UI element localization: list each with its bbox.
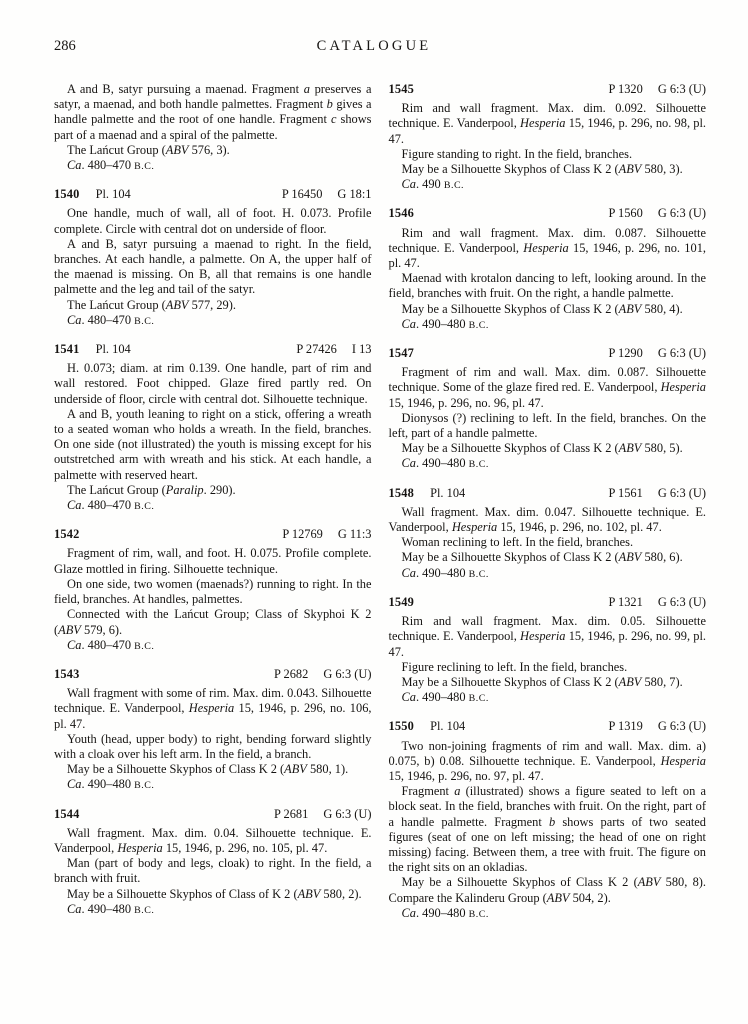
entry-number: 1546 bbox=[388, 206, 415, 221]
entry-plate-reference: Pl. 104 bbox=[430, 485, 466, 500]
entry-paragraph: Ca. 490–480 B.C. bbox=[401, 456, 489, 471]
entry-paragraph: Two non-joining fragments of rim and wall. Max. dim. a) 0.075, b) 0.08. Silhouette technique. E. Vanderpool, Hesperia 15, 1946, p. 296, no. 97, pl. 47. bbox=[388, 738, 706, 783]
entry-header-right bbox=[609, 82, 707, 97]
entry-paragraph: Rim and wall fragment. Max. dim. 0.087. Silhouette technique. E. Vanderpool, Hesperia 15, 1946, p. 296, no. 101, pl. 47. bbox=[388, 225, 706, 271]
entry-paragraph: Rim and wall fragment. Max. dim. 0.092. Silhouette technique. E. Vanderpool, Hesperia 15, 1946, p. 296, no. 98, pl. 47. bbox=[388, 101, 706, 146]
entry-plate-reference: Pl. 104 bbox=[430, 719, 466, 734]
entry-header-right bbox=[282, 187, 372, 202]
entry-grid-reference: G 18:1 bbox=[337, 187, 372, 202]
entry-inventory-number: P 27426 bbox=[296, 342, 337, 357]
entry-number: 1548 bbox=[388, 485, 415, 500]
text-columns bbox=[0, 82, 748, 922]
entry-header-left bbox=[54, 807, 80, 822]
entry-number: 1549 bbox=[388, 594, 415, 609]
entry-header-right bbox=[282, 527, 371, 542]
catalogue-entry bbox=[54, 807, 372, 918]
entry-header-left bbox=[54, 342, 131, 357]
entry-grid-reference: G 6:3 (U) bbox=[657, 719, 706, 734]
bc-smallcaps: B.C. bbox=[134, 640, 155, 652]
entry-paragraph: Ca. 480–470 B.C. bbox=[67, 158, 155, 173]
entry-header bbox=[389, 346, 707, 361]
entry-grid-reference: G 11:3 bbox=[337, 527, 372, 542]
entry-inventory-number: P 1320 bbox=[608, 82, 643, 96]
entry-number: 1542 bbox=[54, 527, 80, 542]
entry-paragraph: Ca. 480–470 B.C. bbox=[67, 498, 155, 513]
entry-paragraph: H. 0.073; diam. at rim 0.139. One handle, part of rim and wall restored. Foot chipped. Glaze fired partly red. On underside of floor, circle with central dot. Silhouette technique. bbox=[54, 361, 372, 406]
entry-paragraph: May be a Silhouette Skyphos of Class K 2 (ABV 580, 5). bbox=[401, 441, 683, 456]
entry-paragraph: Wall fragment. Max. dim. 0.047. Silhouette technique. E. Vanderpool, Hesperia 15, 1946, p. 296, no. 102, pl. 47. bbox=[388, 504, 706, 535]
entry-header-right bbox=[609, 206, 707, 221]
bc-smallcaps: B.C. bbox=[468, 693, 489, 705]
entry-paragraph: Woman reclining to left. In the field, branches. bbox=[401, 535, 634, 550]
entry-inventory-number: P 2681 bbox=[274, 806, 309, 821]
bc-smallcaps: B.C. bbox=[134, 904, 155, 916]
entry-header bbox=[54, 807, 372, 822]
entry-paragraph: Wall fragment. Max. dim. 0.04. Silhouette technique. E. Vanderpool, Hesperia 15, 1946, p. 296, no. 105, pl. 47. bbox=[54, 825, 372, 855]
catalogue-entry bbox=[54, 187, 372, 329]
entry-number: 1547 bbox=[388, 346, 415, 361]
entry-paragraph: May be a Silhouette Skyphos of Class K 2 (ABV 580, 1). bbox=[67, 762, 349, 777]
page-number: 286 bbox=[54, 38, 76, 54]
entry-header bbox=[389, 206, 707, 221]
catalogue-entry bbox=[389, 206, 707, 333]
page-title: CATALOGUE bbox=[316, 38, 432, 54]
catalogue-entry bbox=[389, 595, 707, 706]
entry-paragraph: Fragment of rim and wall. Max. dim. 0.087. Silhouette technique. Some of the glaze fired red. E. Vanderpool, Hesperia 15, 1946, p. 296, no. 96, pl. 47. bbox=[388, 365, 706, 410]
entry-header-left bbox=[389, 595, 415, 610]
entry-paragraph: Wall fragment with some of rim. Max. dim. 0.043. Silhouette technique. E. Vanderpool, Hesperia 15, 1946, p. 296, no. 106, pl. 47. bbox=[54, 686, 372, 731]
entry-inventory-number: P 1561 bbox=[608, 485, 643, 500]
entry-header-left bbox=[54, 667, 80, 682]
left-column bbox=[54, 82, 372, 922]
entry-grid-reference: G 6:3 (U) bbox=[657, 594, 706, 609]
entry-paragraph: The Lańcut Group (Paralip. 290). bbox=[67, 482, 236, 497]
entry-paragraph: Ca. 480–470 B.C. bbox=[67, 637, 155, 652]
bc-smallcaps: B.C. bbox=[134, 161, 155, 173]
entry-header bbox=[54, 342, 372, 357]
entry-paragraph: May be a Silhouette Skyphos of Class K 2 (ABV 580, 3). bbox=[401, 162, 683, 177]
entry-paragraph: May be a Silhouette Skyphos of Class K 2 (ABV 580, 6). bbox=[401, 550, 683, 565]
entry-paragraph: Ca. 490–480 B.C. bbox=[67, 901, 155, 916]
entry-inventory-number: P 12769 bbox=[282, 527, 323, 542]
entry-header-left bbox=[389, 486, 466, 501]
entry-header bbox=[54, 187, 372, 202]
catalogue-entry bbox=[54, 342, 372, 514]
right-column bbox=[389, 82, 707, 922]
entry-paragraph: A and B, satyr pursuing a maenad to right. In the field, branches. At each handle, a palmette. On A, the upper half of the maenad is missing. On B, all that remains is one handle palmette and the leg and tail of the satyr. bbox=[54, 236, 372, 297]
entry-paragraph: Figure reclining to left. In the field, branches. bbox=[401, 659, 628, 674]
entry-inventory-number: P 1290 bbox=[608, 346, 643, 361]
bc-smallcaps: B.C. bbox=[134, 315, 155, 327]
entry-paragraph: Youth (head, upper body) to right, bending forward slightly with a cloak over his left arm. In the field, a branch. bbox=[54, 731, 372, 761]
entry-paragraph: A and B, satyr pursuing a maenad. Fragment a preserves a satyr, a maenad, and both handle palmettes. Fragment b gives a handle palmette and the root of one handle. Fragment c shows part of a maenad and a spiral of the palmette. bbox=[54, 82, 372, 142]
entry-paragraph: A and B, youth leaning to right on a stick, offering a wreath to a seated woman who holds a wreath. In the field, branches. On one side (not illustrated) the youth is missing except for his outstretched arm with wreath and his stick. At each handle, a palmette with reserved heart. bbox=[54, 406, 372, 482]
entry-paragraph: The Lańcut Group (ABV 577, 29). bbox=[67, 297, 236, 312]
entry-paragraph: May be a Silhouette Skyphos of Class K 2 (ABV 580, 4). bbox=[401, 301, 683, 316]
entry-number: 1541 bbox=[54, 342, 80, 357]
entry-plate-reference: Pl. 104 bbox=[95, 187, 131, 202]
entry-header-right bbox=[609, 595, 707, 610]
entry-grid-reference: G 6:3 (U) bbox=[657, 206, 706, 221]
entry-grid-reference: G 6:3 (U) bbox=[323, 666, 372, 681]
entry-header bbox=[389, 82, 707, 97]
entry-grid-reference: G 6:3 (U) bbox=[323, 806, 372, 821]
entry-header-right bbox=[274, 807, 372, 822]
entry-inventory-number: P 1560 bbox=[608, 206, 643, 221]
entry-paragraph: On one side, two women (maenads?) running to right. In the field, branches. At handles, palmettes. bbox=[54, 576, 372, 607]
entry-header-left bbox=[54, 187, 131, 202]
entry-number: 1545 bbox=[388, 82, 415, 96]
entry-paragraph: Ca. 490 B.C. bbox=[401, 177, 465, 192]
entry-paragraph: One handle, much of wall, all of foot. H. 0.073. Profile complete. Circle with central dot on underside of floor. bbox=[54, 206, 372, 236]
entry-header bbox=[54, 667, 372, 682]
entry-paragraph: Rim and wall fragment. Max. dim. 0.05. Silhouette technique. E. Vanderpool, Hesperia 15, 1946, p. 296, no. 99, pl. 47. bbox=[388, 614, 706, 659]
bc-smallcaps: B.C. bbox=[468, 459, 489, 471]
bc-smallcaps: B.C. bbox=[443, 180, 465, 192]
entry-header-left bbox=[389, 719, 466, 734]
entry-paragraph: Ca. 490–480 B.C. bbox=[401, 316, 489, 331]
entry-paragraph: Fragment of rim, wall, and foot. H. 0.075. Profile complete. Glaze mottled in firing. Silhouette technique. bbox=[54, 546, 372, 576]
entry-paragraph: The Lańcut Group (ABV 576, 3). bbox=[67, 142, 230, 157]
bc-smallcaps: B.C. bbox=[468, 908, 489, 920]
entry-header bbox=[389, 486, 707, 501]
catalogue-entry-continuation bbox=[54, 82, 372, 174]
entry-number: 1544 bbox=[54, 806, 80, 821]
entry-paragraph: Connected with the Lańcut Group; Class of Skyphoi K 2 (ABV 579, 6). bbox=[54, 607, 372, 637]
entry-header-left bbox=[389, 82, 415, 97]
bc-smallcaps: B.C. bbox=[134, 501, 155, 513]
entry-grid-reference: G 6:3 (U) bbox=[657, 82, 706, 96]
entry-inventory-number: P 1321 bbox=[608, 594, 643, 609]
entry-inventory-number: P 16450 bbox=[281, 187, 323, 202]
entry-header-right bbox=[609, 346, 707, 361]
catalogue-entry bbox=[389, 486, 707, 582]
catalogue-entry bbox=[54, 667, 372, 794]
entry-paragraph: Dionysos (?) reclining to left. In the field, branches. On the left, part of a handle palmette. bbox=[388, 410, 706, 441]
entry-inventory-number: P 1319 bbox=[608, 719, 643, 734]
catalogue-entry bbox=[389, 346, 707, 473]
catalogue-entry bbox=[389, 82, 707, 193]
entry-header-right bbox=[274, 667, 372, 682]
entry-header-right bbox=[609, 486, 707, 501]
entry-grid-reference: G 6:3 (U) bbox=[657, 485, 706, 500]
catalogue-entry bbox=[389, 719, 707, 922]
entry-inventory-number: P 2682 bbox=[274, 666, 309, 681]
entry-paragraph: Ca. 480–470 B.C. bbox=[67, 312, 155, 327]
bc-smallcaps: B.C. bbox=[134, 780, 155, 792]
entry-plate-reference: Pl. 104 bbox=[95, 342, 131, 357]
bc-smallcaps: B.C. bbox=[468, 568, 489, 580]
entry-header-right bbox=[296, 342, 371, 357]
entry-paragraph: May be a Silhouette Skyphos of Class K 2 (ABV 580, 8). Compare the Kalinderu Group (ABV 504, 2). bbox=[388, 875, 706, 905]
entry-header-left bbox=[389, 206, 415, 221]
bc-smallcaps: B.C. bbox=[468, 319, 489, 331]
entry-number: 1540 bbox=[54, 187, 80, 202]
entry-paragraph: Fragment a (illustrated) shows a figure seated to left on a block seat. In the field, branches with fruit. On the right, part of a handle palmette. Fragment b shows parts of two seated figures (seat of one on left missing; the head of one on right missing) facing. Between them, a tree with fruit. The figure on the right sits on an okladias. bbox=[388, 784, 706, 875]
entry-header-left bbox=[54, 527, 80, 542]
entry-paragraph: Figure standing to right. In the field, branches. bbox=[401, 146, 633, 161]
entry-header-right bbox=[609, 719, 707, 734]
entry-number: 1550 bbox=[388, 719, 415, 734]
entry-grid-reference: I 13 bbox=[351, 342, 372, 357]
entry-paragraph: May be a Silhouette Skyphos of Class K 2 (ABV 580, 7). bbox=[401, 674, 683, 689]
running-head bbox=[0, 0, 748, 58]
entry-paragraph: Maenad with krotalon dancing to left, looking around. In the field, branches with fruit. On the right, a handle palmette. bbox=[388, 271, 706, 301]
entry-paragraph: Ca. 490–480 B.C. bbox=[67, 777, 155, 792]
entry-paragraph: Man (part of body and legs, cloak) to right. In the field, a branch with fruit. bbox=[54, 856, 372, 886]
entry-header bbox=[389, 595, 707, 610]
entry-paragraph: Ca. 490–480 B.C. bbox=[401, 565, 489, 580]
entry-header bbox=[389, 719, 707, 734]
catalogue-entry bbox=[54, 527, 372, 654]
entry-header bbox=[54, 527, 372, 542]
entry-paragraph: Ca. 490–480 B.C. bbox=[401, 690, 489, 705]
entry-number: 1543 bbox=[54, 666, 80, 681]
entry-paragraph: Ca. 490–480 B.C. bbox=[401, 905, 489, 920]
entry-grid-reference: G 6:3 (U) bbox=[657, 346, 706, 361]
entry-header-left bbox=[389, 346, 415, 361]
entry-paragraph: May be a Silhouette Skyphos of Class of K 2 (ABV 580, 2). bbox=[67, 886, 362, 901]
